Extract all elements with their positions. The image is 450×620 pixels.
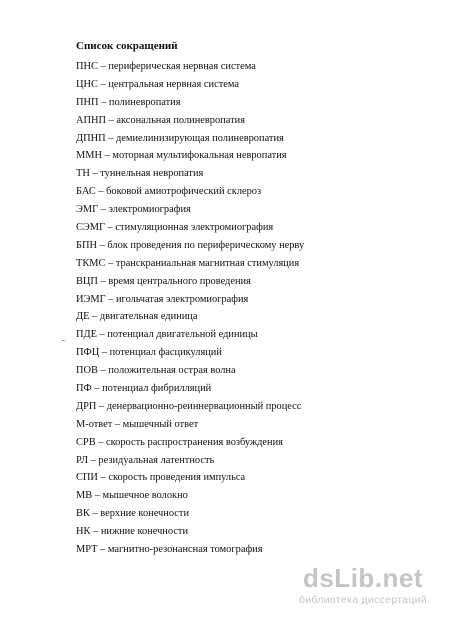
- margin-mark: [62, 340, 65, 341]
- abbreviation-entry: ПОВ – положительная острая волна: [76, 365, 236, 377]
- abbreviations-list: [76, 60, 304, 561]
- abbreviation-entry: ПНП – полиневропатия: [76, 96, 181, 108]
- abbreviation-entry: М-ответ – мышечный ответ: [76, 418, 199, 430]
- abbreviation-entry: МРТ – магнитно-резонансная томография: [76, 544, 263, 556]
- abbreviation-entry: БАС – боковой амиотрофический склероз: [76, 186, 262, 198]
- abbreviations-heading: Список сокращений: [76, 40, 178, 52]
- watermark-subtitle: библиотека диссертаций: [299, 594, 427, 606]
- abbreviation-entry: СРВ – скорость распространения возбуждения: [76, 436, 283, 448]
- abbreviation-entry: ЦНС – центральная нервная система: [76, 78, 239, 90]
- abbreviation-entry: ПФ – потенциал фибрилляций: [76, 383, 212, 395]
- abbreviation-entry: ММН – моторная мультифокальная невропатия: [76, 150, 287, 162]
- abbreviation-entry: НК – нижние конечности: [76, 526, 189, 538]
- abbreviation-entry: ПДЕ – потенциал двигательной единицы: [76, 329, 258, 341]
- abbreviation-entry: ЭМГ – электромиография: [76, 204, 191, 216]
- abbreviation-entry: ДЕ – двигательная единица: [76, 311, 198, 323]
- abbreviation-entry: ПНС – периферическая нервная система: [76, 61, 256, 72]
- abbreviation-entry: ДПНП – демиелинизирующая полиневропатия: [76, 132, 284, 144]
- watermark-logo: dsLib.net: [302, 563, 424, 593]
- abbreviation-entry: ТКМС – транскраниальная магнитная стимуляция: [76, 257, 300, 269]
- abbreviation-entry: ДРП – денервационно-реиннервационный процесс: [76, 400, 302, 412]
- abbreviation-entry: ПФЦ – потенциал фасцикуляций: [76, 347, 222, 359]
- abbreviation-entry: МВ – мышечное волокно: [76, 490, 188, 502]
- abbreviation-entry: ВК – верхние конечности: [76, 508, 190, 520]
- watermark: [282, 565, 444, 606]
- abbreviation-entry: СЭМГ – стимуляционная электромиография: [76, 222, 274, 234]
- abbreviation-entry: СПИ – скорость проведения импульса: [76, 472, 246, 484]
- abbreviation-entry: АПНП – аксональная полиневропатия: [76, 114, 245, 126]
- abbreviation-entry: РЛ – резидуальная латентность: [76, 454, 215, 466]
- abbreviation-entry: ИЭМГ – игольчатая электромиография: [76, 293, 249, 305]
- abbreviation-entry: БПН – блок проведения по периферическому нерву: [76, 239, 305, 251]
- abbreviation-entry: ВЦП – время центрального проведения: [76, 275, 251, 287]
- abbreviation-entry: ТН – туннельная невропатия: [76, 168, 204, 180]
